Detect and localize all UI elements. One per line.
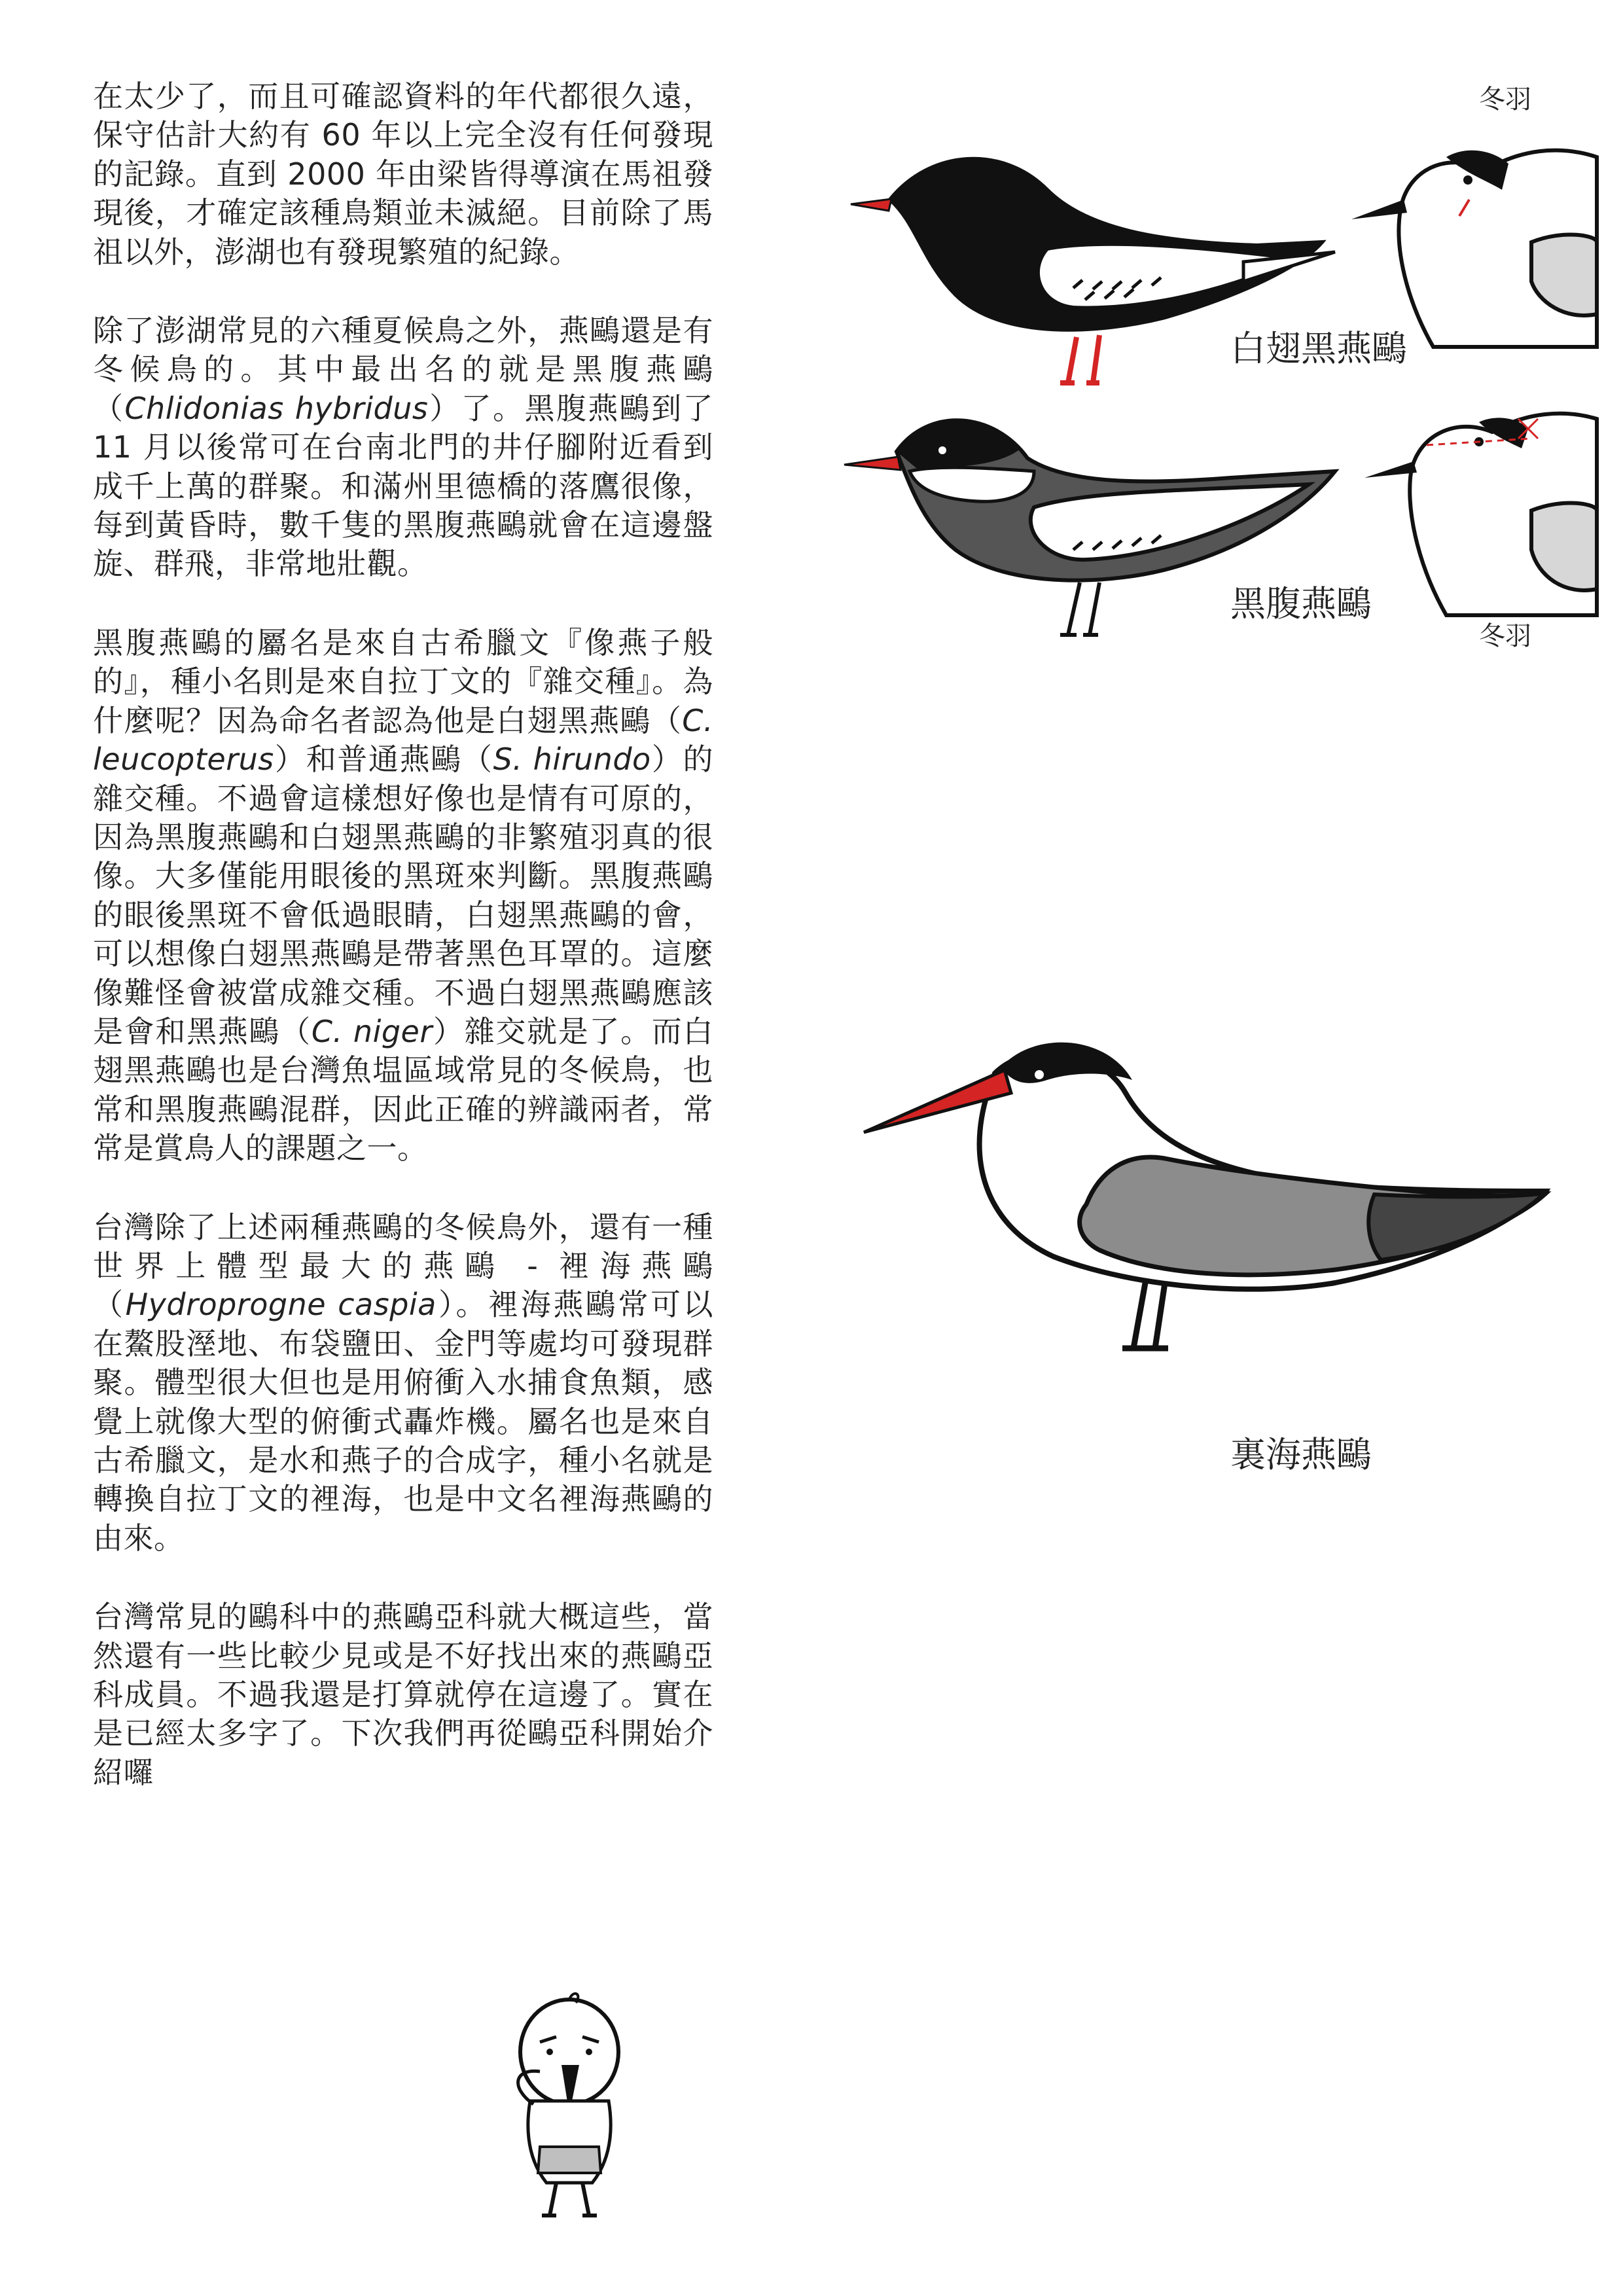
paragraph-3-text-b: ）和普通燕鷗（ (274, 742, 493, 778)
paragraph-4-text-a: 台灣除了上述兩種燕鷗的冬候鳥外，還有一種世界上體型最大的燕鷗 - 裡海燕鷗（ (93, 1209, 713, 1323)
paragraph-3 (93, 624, 713, 1168)
white-winged-tern-caption: 白翅黑燕鷗 (1230, 328, 1407, 369)
scientific-name-chlidonias-hybridus: Chlidonias hybridus (124, 390, 429, 426)
paragraph-3-text-d: ）雜交就是了。而白翅黑燕鷗也是台灣魚塭區域常見的冬候鳥，也常和黑腹燕鷗混群，因此正確的辨識兩者，常常是賞鳥人的課題之一。 (93, 1013, 714, 1166)
caspian-tern-illustration (864, 1008, 1551, 1414)
article-text (93, 77, 713, 1832)
scientific-name-c-niger: C. niger (311, 1013, 433, 1049)
paragraph-5 (93, 1598, 713, 1792)
scientific-name-s-hirundo: S. hirundo (493, 742, 651, 778)
paragraph-2 (93, 312, 713, 584)
scientific-name-hydroprogne-caspia: Hydroprogne caspia (125, 1287, 437, 1323)
paragraph-3-text-a: 黑腹燕鷗的屬名是來自古希臘文『像燕子般的』，種小名則是來自拉丁文的『雜交種』。為什麼呢？因為命名者認為他是白翅黑燕鷗（ (93, 624, 713, 738)
paragraph-1-text: 在太少了，而且可確認資料的年代都很久遠，保守估計大約有 60 年以上完全沒有任何發現的記錄。直到 2000 年由梁皆得導演在馬祖發現後，才確定該種鳥類並未滅絕。目前除了馬祖以外，澎湖也有發現繁殖的紀錄。 (93, 79, 713, 270)
paragraph-4 (93, 1208, 713, 1558)
paragraph-5-text: 台灣常見的鷗科中的燕鷗亞科就大概這些，當然還有一些比較少見或是不好找出來的燕鷗亞科成員。不過我還是打算就停在這邊了。實在是已經太多字了。下次我們再從鷗亞科開始介紹囉 (93, 1599, 713, 1790)
winter-head-illustration-top (1348, 131, 1597, 380)
whiskered-tern-caption: 黑腹燕鷗 (1230, 583, 1372, 624)
winter-head-illustration-bottom (1361, 393, 1597, 641)
winter-plumage-label-top: 冬羽 (1479, 84, 1531, 115)
paragraph-4-text-b: ）。裡海燕鷗常可以在鰲股溼地、布袋鹽田、金門等處均可發現群聚。體型很大但也是用俯衝入水捕食魚類，感覺上就像大型的俯衝式轟炸機。屬名也是來自古希臘文，是水和燕子的合成字，種小名就是轉換自拉丁文的裡海，也是中文名裡海燕鷗的由來。 (93, 1287, 714, 1556)
paragraph-3-text-c: ）的雜交種。不過會這樣想好像也是情有可原的，因為黑腹燕鷗和白翅黑燕鷗的非繁殖羽真的很像。大多僅能用眼後的黑斑來判斷。黑腹燕鷗的眼後黑斑不會低過眼睛，白翅黑燕鷗的會，可以想像白翅黑燕鷗是帶著黑色耳罩的。這麼像難怪會被當成雜交種。不過白翅黑燕鷗應該是會和黑燕鷗（ (93, 742, 713, 1049)
winter-plumage-label-bottom: 冬羽 (1479, 621, 1531, 651)
mascot-bird-cartoon (484, 1990, 654, 2225)
paragraph-1 (93, 77, 713, 272)
paragraph-2-text-a: 除了澎湖常見的六種夏候鳥之外，燕鷗還是有冬候鳥的。其中最出名的就是黑腹燕鷗（ (93, 313, 713, 426)
caspian-tern-caption: 裏海燕鷗 (1230, 1434, 1372, 1475)
paragraph-2-text-b: ）了。黑腹燕鷗到了 11 月以後常可在台南北門的井仔腳附近看到成千上萬的群聚。和滿州里德橋的落鷹很像，每到黃昏時，數千隻的黑腹燕鷗就會在這邊盤旋、群飛，非常地壯觀。 (93, 390, 714, 582)
scientific-name-c-leucopterus: C. leucopterus (93, 702, 713, 778)
